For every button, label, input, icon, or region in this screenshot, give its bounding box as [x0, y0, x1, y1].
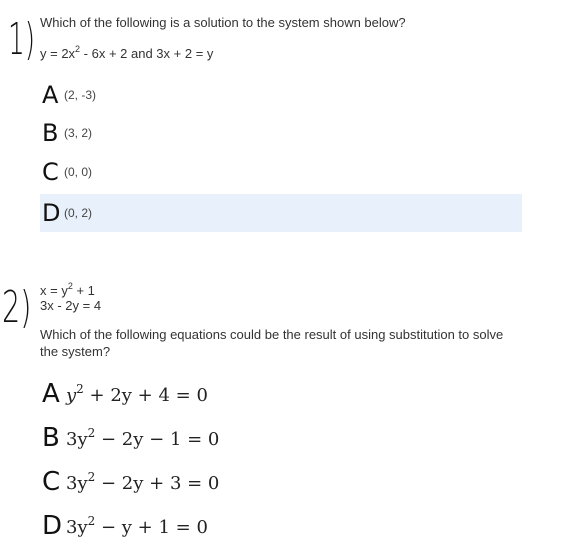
question-1-prompt: Which of the following is a solution to the system shown below?	[40, 15, 406, 30]
choice-letter: D	[42, 511, 63, 541]
q2-choice-b[interactable]	[40, 421, 219, 455]
q2-choice-c[interactable]	[40, 465, 219, 499]
q1-choice-d-selected[interactable]	[40, 194, 522, 232]
question-1-number: 1)	[8, 14, 36, 65]
choice-expression: $3y^2 - y + 1 = 0$	[66, 514, 208, 538]
choice-letter: D	[42, 199, 61, 227]
q1-choice-c[interactable]	[40, 153, 522, 191]
choice-answer: (3, 2)	[64, 126, 93, 140]
choice-letter: C	[42, 467, 61, 497]
q1-choice-b[interactable]	[40, 114, 522, 152]
choice-letter: A	[42, 379, 60, 409]
choice-expression: $3y^2 - 2y - 1 = 0$	[66, 426, 220, 450]
choice-letter: C	[42, 158, 59, 186]
choice-expression: $y^2 + 2y + 4 = 0$	[66, 382, 208, 406]
choice-expression: $3y^2 - 2y + 3 = 0$	[66, 470, 220, 494]
q2-choice-d[interactable]	[40, 509, 208, 543]
question-2-number: 2)	[2, 282, 32, 333]
choice-answer: (0, 0)	[64, 165, 93, 179]
choice-letter: B	[42, 119, 59, 147]
question-2-system-line-1: $x = y^2 + 1$	[40, 281, 95, 298]
q2-choice-a[interactable]	[40, 377, 208, 411]
choice-answer: (2, -3)	[64, 88, 97, 102]
question-2-prompt: Which of the following equations could be the result of using substitution to solve the system?	[40, 327, 504, 359]
choice-answer: (0, 2)	[64, 206, 93, 220]
question-1-equation: $y = 2x^2 - 6x + 2$ and 3x + 2 = y	[40, 44, 214, 61]
choice-letter: A	[42, 81, 59, 109]
question-2-system-line-2: 3x - 2y = 4	[40, 298, 102, 313]
choice-letter: B	[42, 423, 60, 453]
q1-choice-a[interactable]	[40, 76, 522, 114]
